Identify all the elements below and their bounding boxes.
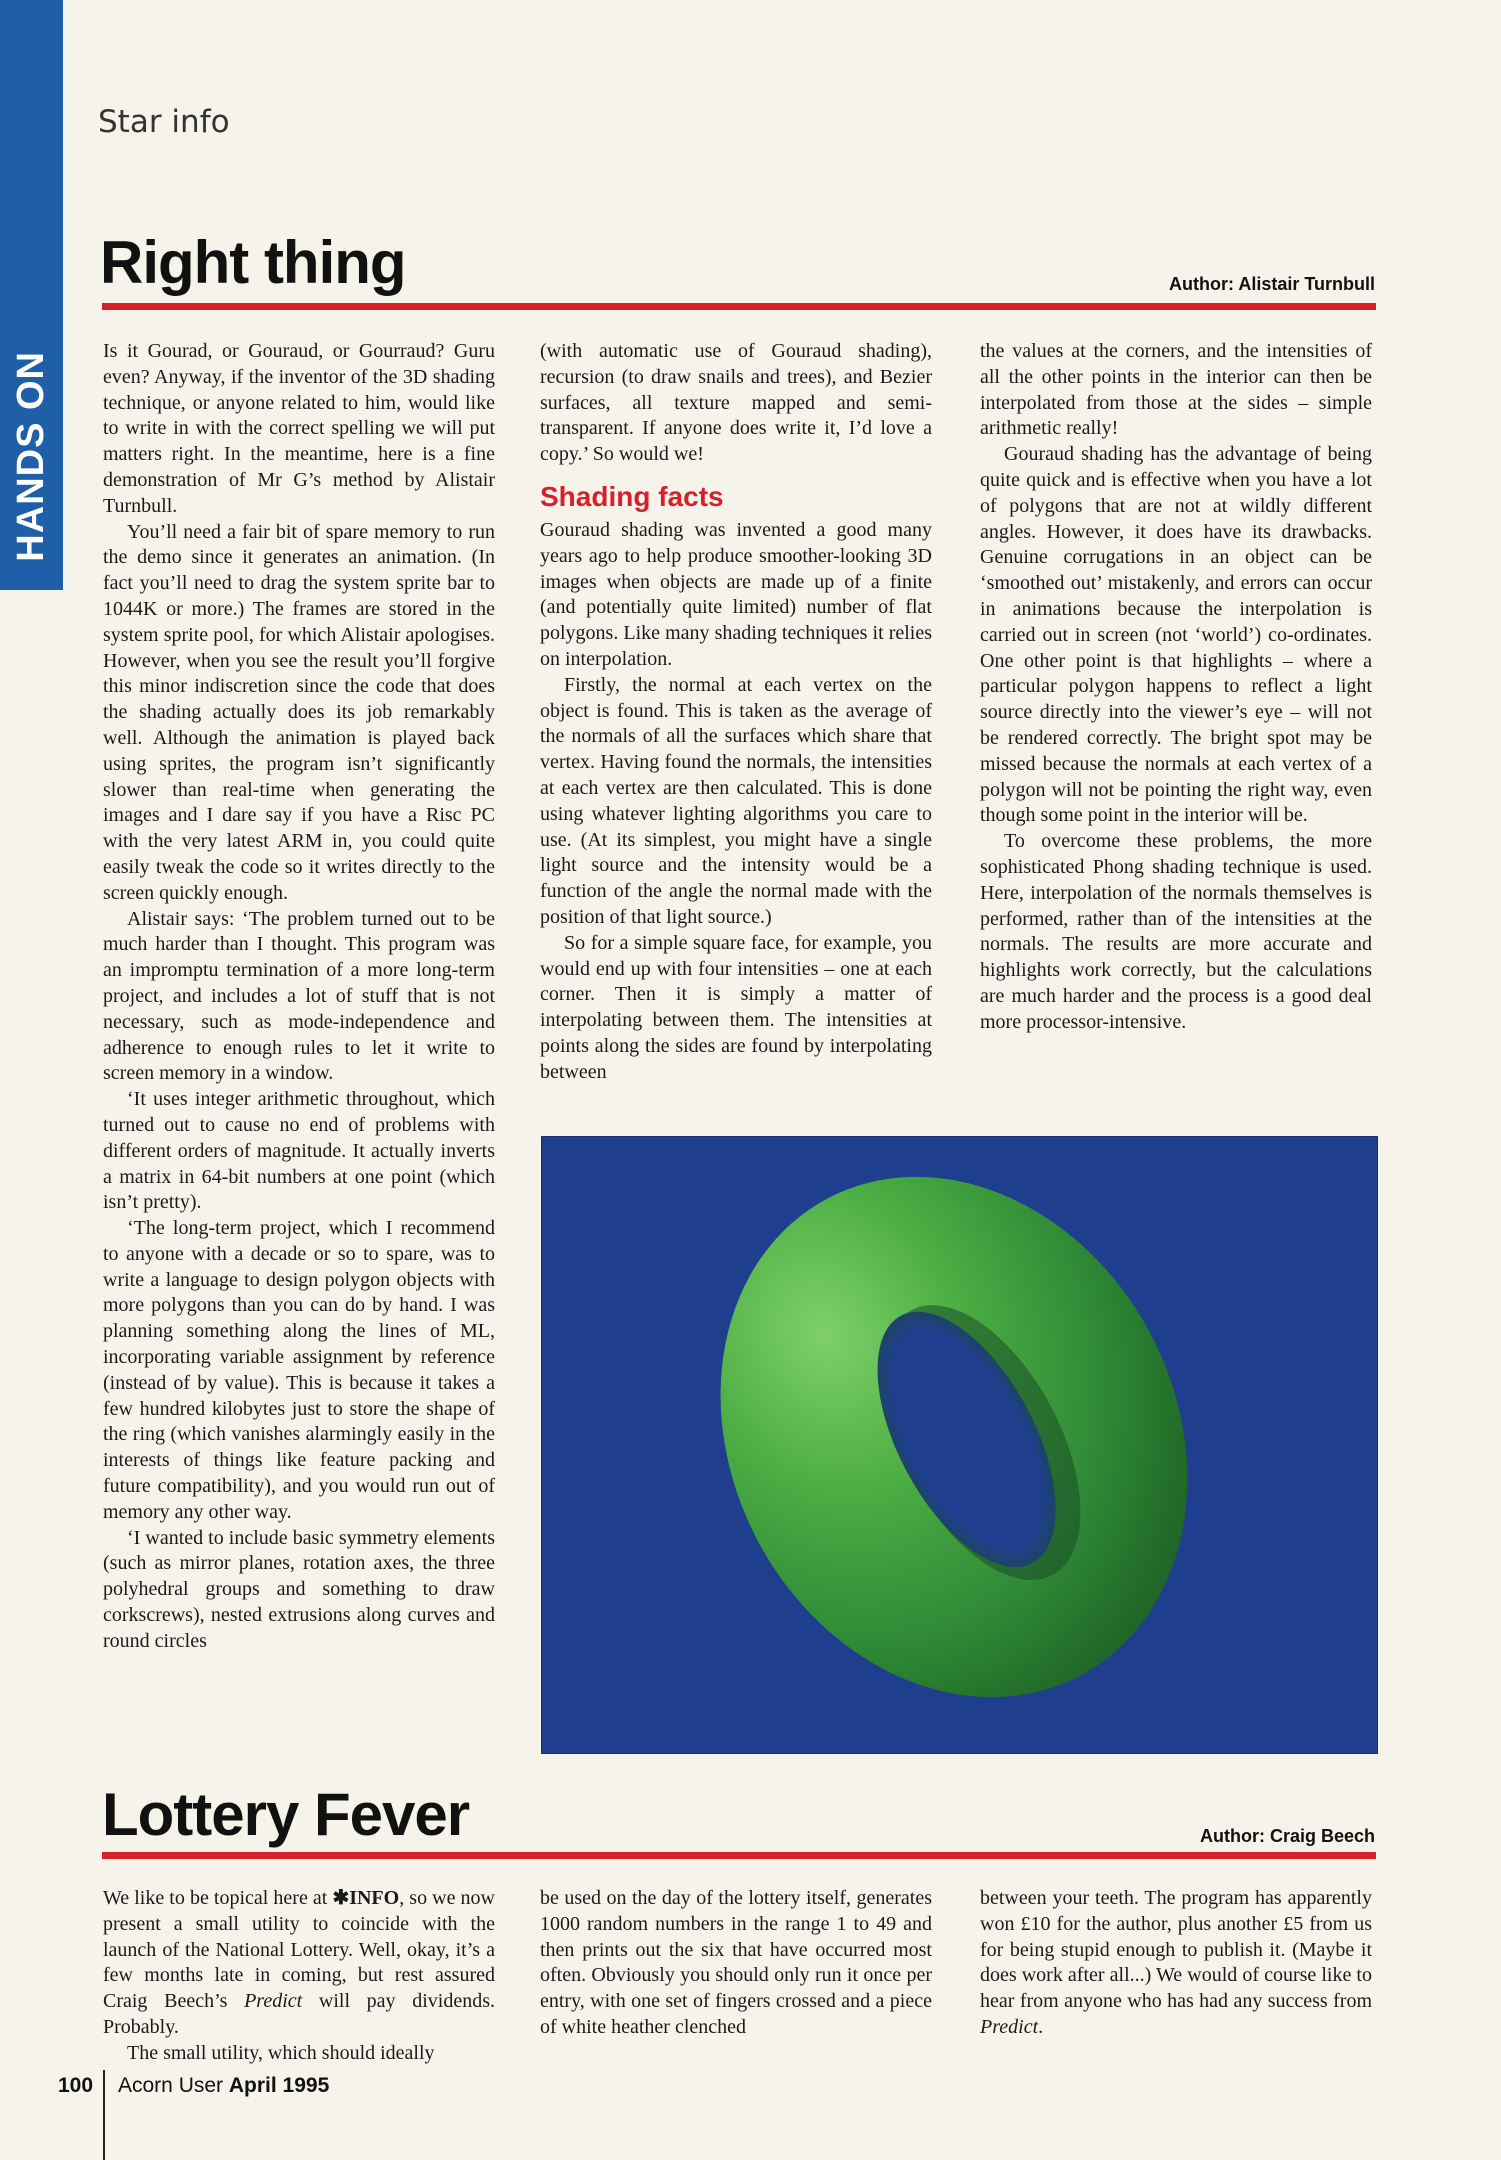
issue-date: April 1995 [228, 2074, 330, 2097]
article2-col3-para [980, 1886, 1372, 2041]
article1-col2-para: Gouraud shading was invented a good many years ago to help produce smoother-looking 3D images when objects are made up of a finite (and potentially quite limited) number of flat polygons. Like many shading techniques it relies on interpolation. [540, 518, 932, 670]
article2-col1-text-a: We like to be topical here at [103, 1887, 333, 1909]
article1-col1-para: Is it Gourad, or Gouraud, or Gourraud? Guru even? Anyway, if the inventor of the 3D shading technique, or anyone related to him, would like to write in with the correct spelling we will put matters right. In the meantime, here is a fine demonstration of Mr G’s method by Alistair Turnbull. [103, 340, 495, 517]
page-number: 100 [58, 2074, 94, 2097]
info-brand: ✱INFO [332, 1887, 400, 1909]
article2-col1-text-c: will pay dividends. Probably. [103, 1990, 495, 2038]
article1-author: Author: Alistair Turnbull [1169, 274, 1375, 294]
article1-col1-para: ‘The long-term project, which I recommend to anyone with a decade or so to spare, was to write a language to design polygon objects with more polygons than you can do by hand. I was planning something along the lines of ML, incorporating variable assignment by reference (instead of by value). This is because it takes a few hundred kilobytes just to store the shape of the ring (which vanishes alarmingly easily in the interests of things like feature packing and future compatibility), and you would run out of memory any other way. [103, 1217, 495, 1523]
article2-col3-text-a: between your teeth. The program has apparently won £10 for the author, plus another £5 from us for being stupid enough to publish it. (Maybe it does work after all...) We would of course like to hear from anyone who has had any success from [980, 1887, 1372, 2013]
article1-col2-intro: (with automatic use of Gouraud shading), recursion (to draw snails and trees), and Bezier surfaces, all texture mapped and semi-transparent. If anyone does write it, I’d love a copy.’ So would we! [540, 340, 932, 466]
article1-col2-para: Firstly, the normal at each vertex on the object is found. This is taken as the average of the normals of all the surfaces which share that vertex. Having found the normals, the intensities at each vertex are then calculated. This is done using whatever lighting algorithms you care to use. (At its simplest, you might have a single light source and the intensity would be a function of the angle the normal made with the position of that light source.) [540, 673, 932, 928]
article2-rule [102, 1852, 1376, 1859]
article1-column-3 [980, 339, 1372, 1036]
article1-col1-para: You’ll need a fair bit of spare memory to run the demo since it generates an animation. (In fact you’ll need to drag the system sprite bar to 1044K or more.) The frames are stored in the system sprite pool, for which Alistair apologises. However, when you see the result you’ll forgive this minor indiscretion since the code that does the shading actually does its job remarkably well. Although the animation is played back using sprites, the program isn’t significantly slower than real-time when generating the images and I dare say if you have a Risc PC with the very latest ARM in, you could quite easily tweak the code so it writes directly to the screen quickly enough. [103, 520, 495, 904]
shading-facts-subhead: Shading facts [540, 480, 724, 512]
footer-publication [118, 2074, 329, 2098]
predict-program-name: Predict [244, 1990, 303, 2013]
article2-column-1 [103, 1886, 495, 2067]
article2-col1-text-b: , so we now present a small utility to coincide with the launch of the National Lottery. Well, okay, it’s a few months late in coming, but rest assured Craig Beech’s [103, 1887, 495, 2013]
article2-col1-para [103, 1886, 495, 2041]
gouraud-torus-illustration [542, 1137, 1377, 1753]
article1-col3-para: To overcome these problems, the more sophisticated Phong shading technique is used. Here, interpolation of the normals themselves is performed, rather than of the intensities at the normals. The results are more accurate and highlights work correctly, but the calculations are much harder and the process is a good deal more processor-intensive. [980, 830, 1372, 1033]
article2-col2-para: be used on the day of the lottery itself, generates 1000 random numbers in the range 1 to 49 and then prints out the six that have occurred most often. Obviously you should only run it once per entry, with one set of fingers crossed and a piece of white heather clenched [540, 1887, 932, 2038]
article2-column-2 [540, 1886, 932, 2041]
footer-divider [103, 2070, 105, 2160]
section-sidebar-label: HANDS ON [10, 351, 52, 562]
page-footer [58, 2074, 330, 2098]
article1-title: Right thing [100, 229, 406, 296]
article2-author: Author: Craig Beech [1199, 1826, 1375, 1846]
article1-col2-para: So for a simple square face, for example, you would end up with four intensities – one at each corner. Then it is simply a matter of interpolating between them. The intensities at points along the sides are found by interpolating between [540, 931, 932, 1083]
article2-column-3 [980, 1886, 1372, 2041]
magazine-name: Acorn User [118, 2074, 224, 2097]
article1-col3-para: the values at the corners, and the intensities of all the other points in the interior can then be interpolated from those at the sides – simple arithmetic really! [980, 340, 1372, 440]
section-label: Star info [98, 104, 230, 140]
article2-col3-text-b: . [1038, 2015, 1044, 2038]
article1-col3-para: Gouraud shading has the advantage of being quite quick and is effective when you have a lot of polygons that are not at wildly different angles. However, it does have its drawbacks. Genuine corrugations in an object can be ‘smoothed out’ mistakenly, and errors can occur in animations because the interpolation is carried out in screen (not ‘world’) co-ordinates. One other point is that highlights – where a particular polygon happens to reflect a light source directly into the viewer’s eye – will not be rendered correctly. The bright spot may be missed because the normals at each vertex of a polygon will not be pointing the right way, even though some point in the interior will be. [980, 443, 1372, 827]
section-sidebar-label-wrap [0, 0, 63, 590]
article1-column-2 [540, 339, 932, 1086]
article1-col1-para: ‘It uses integer arithmetic throughout, which turned out to cause no end of problems with different orders of magnitude. It actually inverts a matrix in 64-bit numbers at one point (which isn’t pretty). [103, 1088, 495, 1214]
torus-render-figure [541, 1136, 1378, 1754]
article1-col1-para: ‘I wanted to include basic symmetry elements (such as mirror planes, rotation axes, the three polyhedral groups and something to draw corkscrews), nested extrusions along curves and round circles [103, 1526, 495, 1652]
article1-rule [102, 303, 1376, 310]
article2-title: Lottery Fever [102, 1781, 470, 1848]
predict-program-name: Predict [980, 2015, 1039, 2038]
article1-column-1 [103, 339, 495, 1655]
article2-col1-para: The small utility, which should ideally [127, 2041, 435, 2064]
article1-col1-para: Alistair says: ‘The problem turned out to be much harder than I thought. This program was an impromptu termination of a more long-term project, and includes a lot of stuff that is not necessary, such as mode-independence and adherence to enough rules to let it write to screen memory in a window. [103, 907, 495, 1085]
